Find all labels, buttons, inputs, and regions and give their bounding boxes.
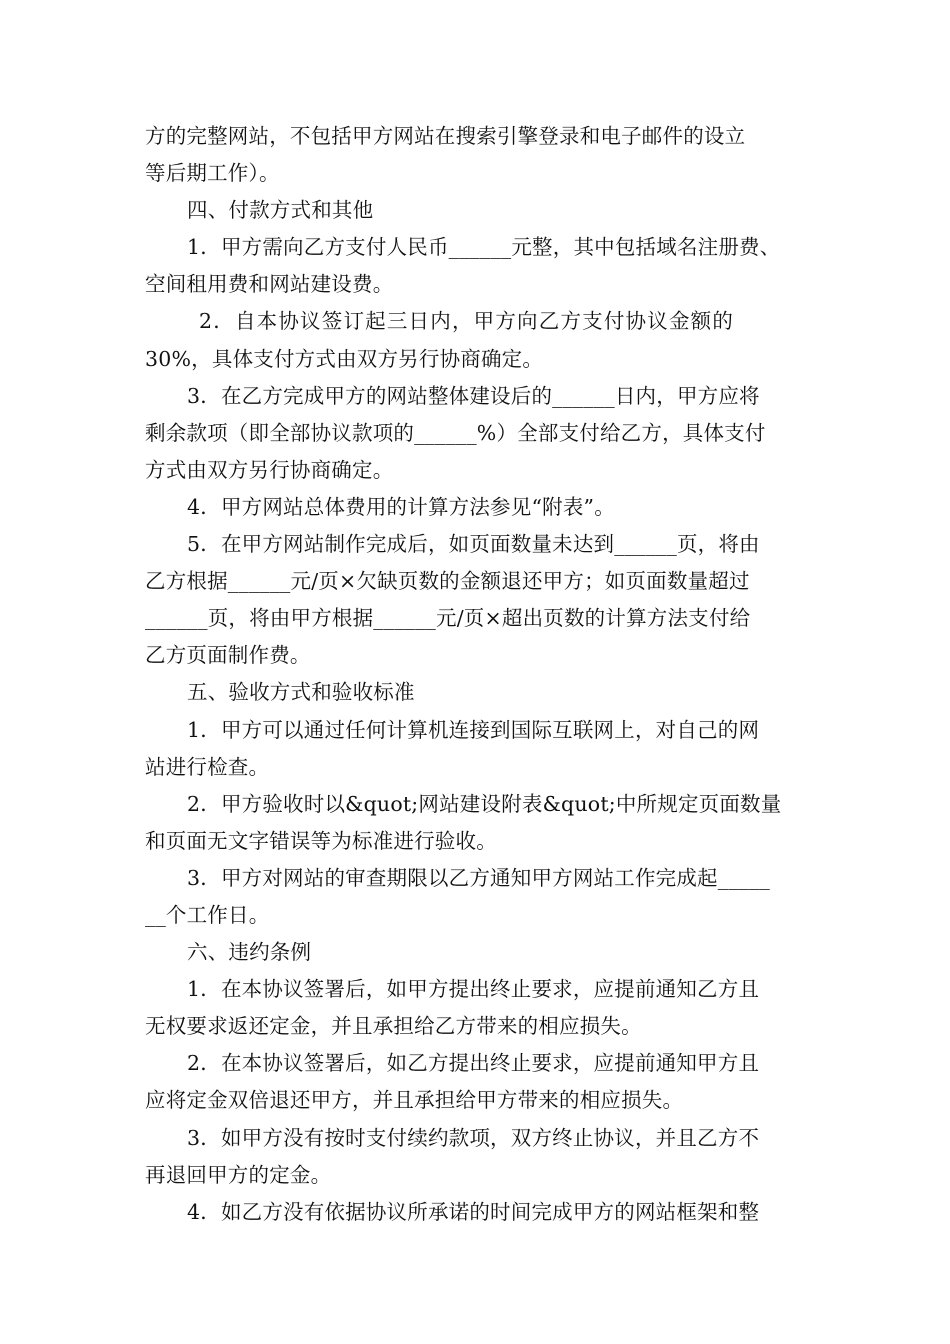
clause-line: 乙方根据______元/页×欠缺页数的金额退还甲方；如页面数量超过 — [145, 569, 750, 594]
clause-line: 应将定金双倍退还甲方，并且承担给甲方带来的相应损失。 — [145, 1088, 684, 1113]
clause-line: __个工作日。 — [145, 902, 270, 927]
clause-line: 再退回甲方的定金。 — [145, 1162, 332, 1187]
clause-line: 2．自本协议签订起三日内，甲方向乙方支付协议金额的 — [199, 309, 735, 334]
clause-line: 2．在本协议签署后，如乙方提出终止要求，应提前通知甲方且 — [187, 1051, 760, 1076]
clause-line: 30%，具体支付方式由双方另行协商确定。 — [145, 346, 544, 371]
clause-line: 2．甲方验收时以&quot;网站建设附表&quot;中所规定页面数量 — [187, 791, 782, 816]
clause-line: 剩余款项（即全部协议款项的______%）全部支付给乙方，具体支付 — [145, 420, 766, 445]
clause-line: 3．如甲方没有按时支付续约款项，双方终止协议，并且乙方不 — [187, 1125, 760, 1150]
clause-line: 乙方页面制作费。 — [145, 643, 311, 668]
document-body — [145, 118, 825, 1231]
section-heading-acceptance: 五、验收方式和验收标准 — [187, 680, 415, 705]
clause-line: ______页，将由甲方根据______元/页×超出页数的计算方法支付给 — [145, 606, 751, 631]
clause-line: 4．如乙方没有依据协议所承诺的时间完成甲方的网站框架和整 — [187, 1199, 760, 1224]
clause-line: 1．甲方需向乙方支付人民币______元整，其中包括域名注册费、 — [187, 235, 781, 260]
section-heading-payment: 四、付款方式和其他 — [187, 198, 374, 223]
clause-line: 空间租用费和网站建设费。 — [145, 272, 394, 297]
clause-line: 5．在甲方网站制作完成后，如页面数量未达到______页，将由 — [187, 532, 760, 557]
paragraph-line: 等后期工作）。 — [145, 161, 280, 186]
clause-line: 1．甲方可以通过任何计算机连接到国际互联网上，对自己的网 — [187, 717, 760, 742]
clause-line: 和页面无文字错误等为标准进行验收。 — [145, 828, 497, 853]
clause-line: 站进行检查。 — [145, 754, 270, 779]
clause-line: 1．在本协议签署后，如甲方提出终止要求，应提前通知乙方且 — [187, 977, 760, 1002]
clause-line: 3．在乙方完成甲方的网站整体建设后的______日内，甲方应将 — [187, 383, 760, 408]
clause-line: 3．甲方对网站的审查期限以乙方通知甲方网站工作完成起_____ — [187, 865, 770, 890]
clause-line: 4．甲方网站总体费用的计算方法参见“附表”。 — [187, 494, 615, 519]
clause-line: 方式由双方另行协商确定。 — [145, 457, 394, 482]
paragraph-line: 方的完整网站，不包括甲方网站在搜索引擎登录和电子邮件的设立 — [145, 124, 746, 148]
section-heading-breach: 六、违约条例 — [187, 940, 312, 965]
clause-line: 无权要求返还定金，并且承担给乙方带来的相应损失。 — [145, 1014, 642, 1039]
